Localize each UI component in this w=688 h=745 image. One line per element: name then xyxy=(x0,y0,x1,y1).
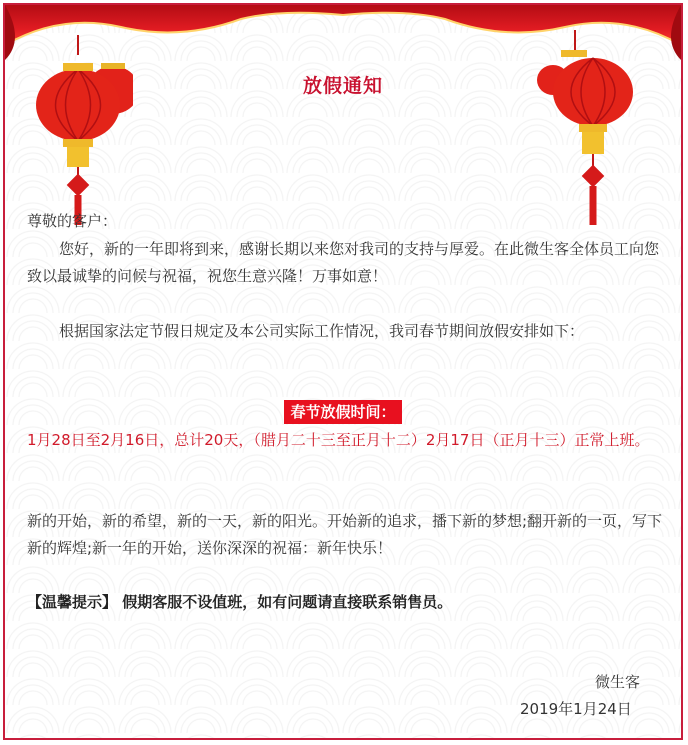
wishes-paragraph: 新的开始，新的希望，新的一天，新的阳光。开始新的追求，播下新的梦想;翻开新的一页，写下新的辉煌;新一年的开始，送你深深的祝福：新年快乐！ xyxy=(27,512,663,557)
greeting-paragraph xyxy=(27,236,667,290)
salutation: 尊敬的客户： xyxy=(27,212,118,230)
red-lantern-icon xyxy=(23,35,133,225)
notice-title: 放假通知 xyxy=(302,75,383,97)
greeting-text: 您好，新的一年即将到来，感谢长期以来您对我司的支持与厚爱。在此微生客全体员工向您致以最诚挚的问候与祝福，祝您生意兴隆！万事如意！ xyxy=(27,240,660,285)
holiday-heading-row xyxy=(5,400,681,424)
holiday-heading: 春节放假时间： xyxy=(284,400,401,424)
red-lantern-icon xyxy=(535,30,645,225)
arrangement-paragraph xyxy=(27,318,667,345)
arrangement-text: 根据国家法定节假日规定及本公司实际工作情况，我司春节期间放假安排如下： xyxy=(59,322,585,340)
holiday-dates: 1月28日至2月16日，总计20天，（腊月二十三至正月十二）2月17日（正月十三）正常上班。 xyxy=(27,431,650,449)
notice-card xyxy=(3,3,683,740)
signature-date: 2019年1月24日 xyxy=(520,700,632,718)
signature-company: 微生客 xyxy=(595,673,641,691)
warm-tip: 【温馨提示】 假期客服不设值班，如有问题请直接联系销售员。 xyxy=(27,593,453,611)
